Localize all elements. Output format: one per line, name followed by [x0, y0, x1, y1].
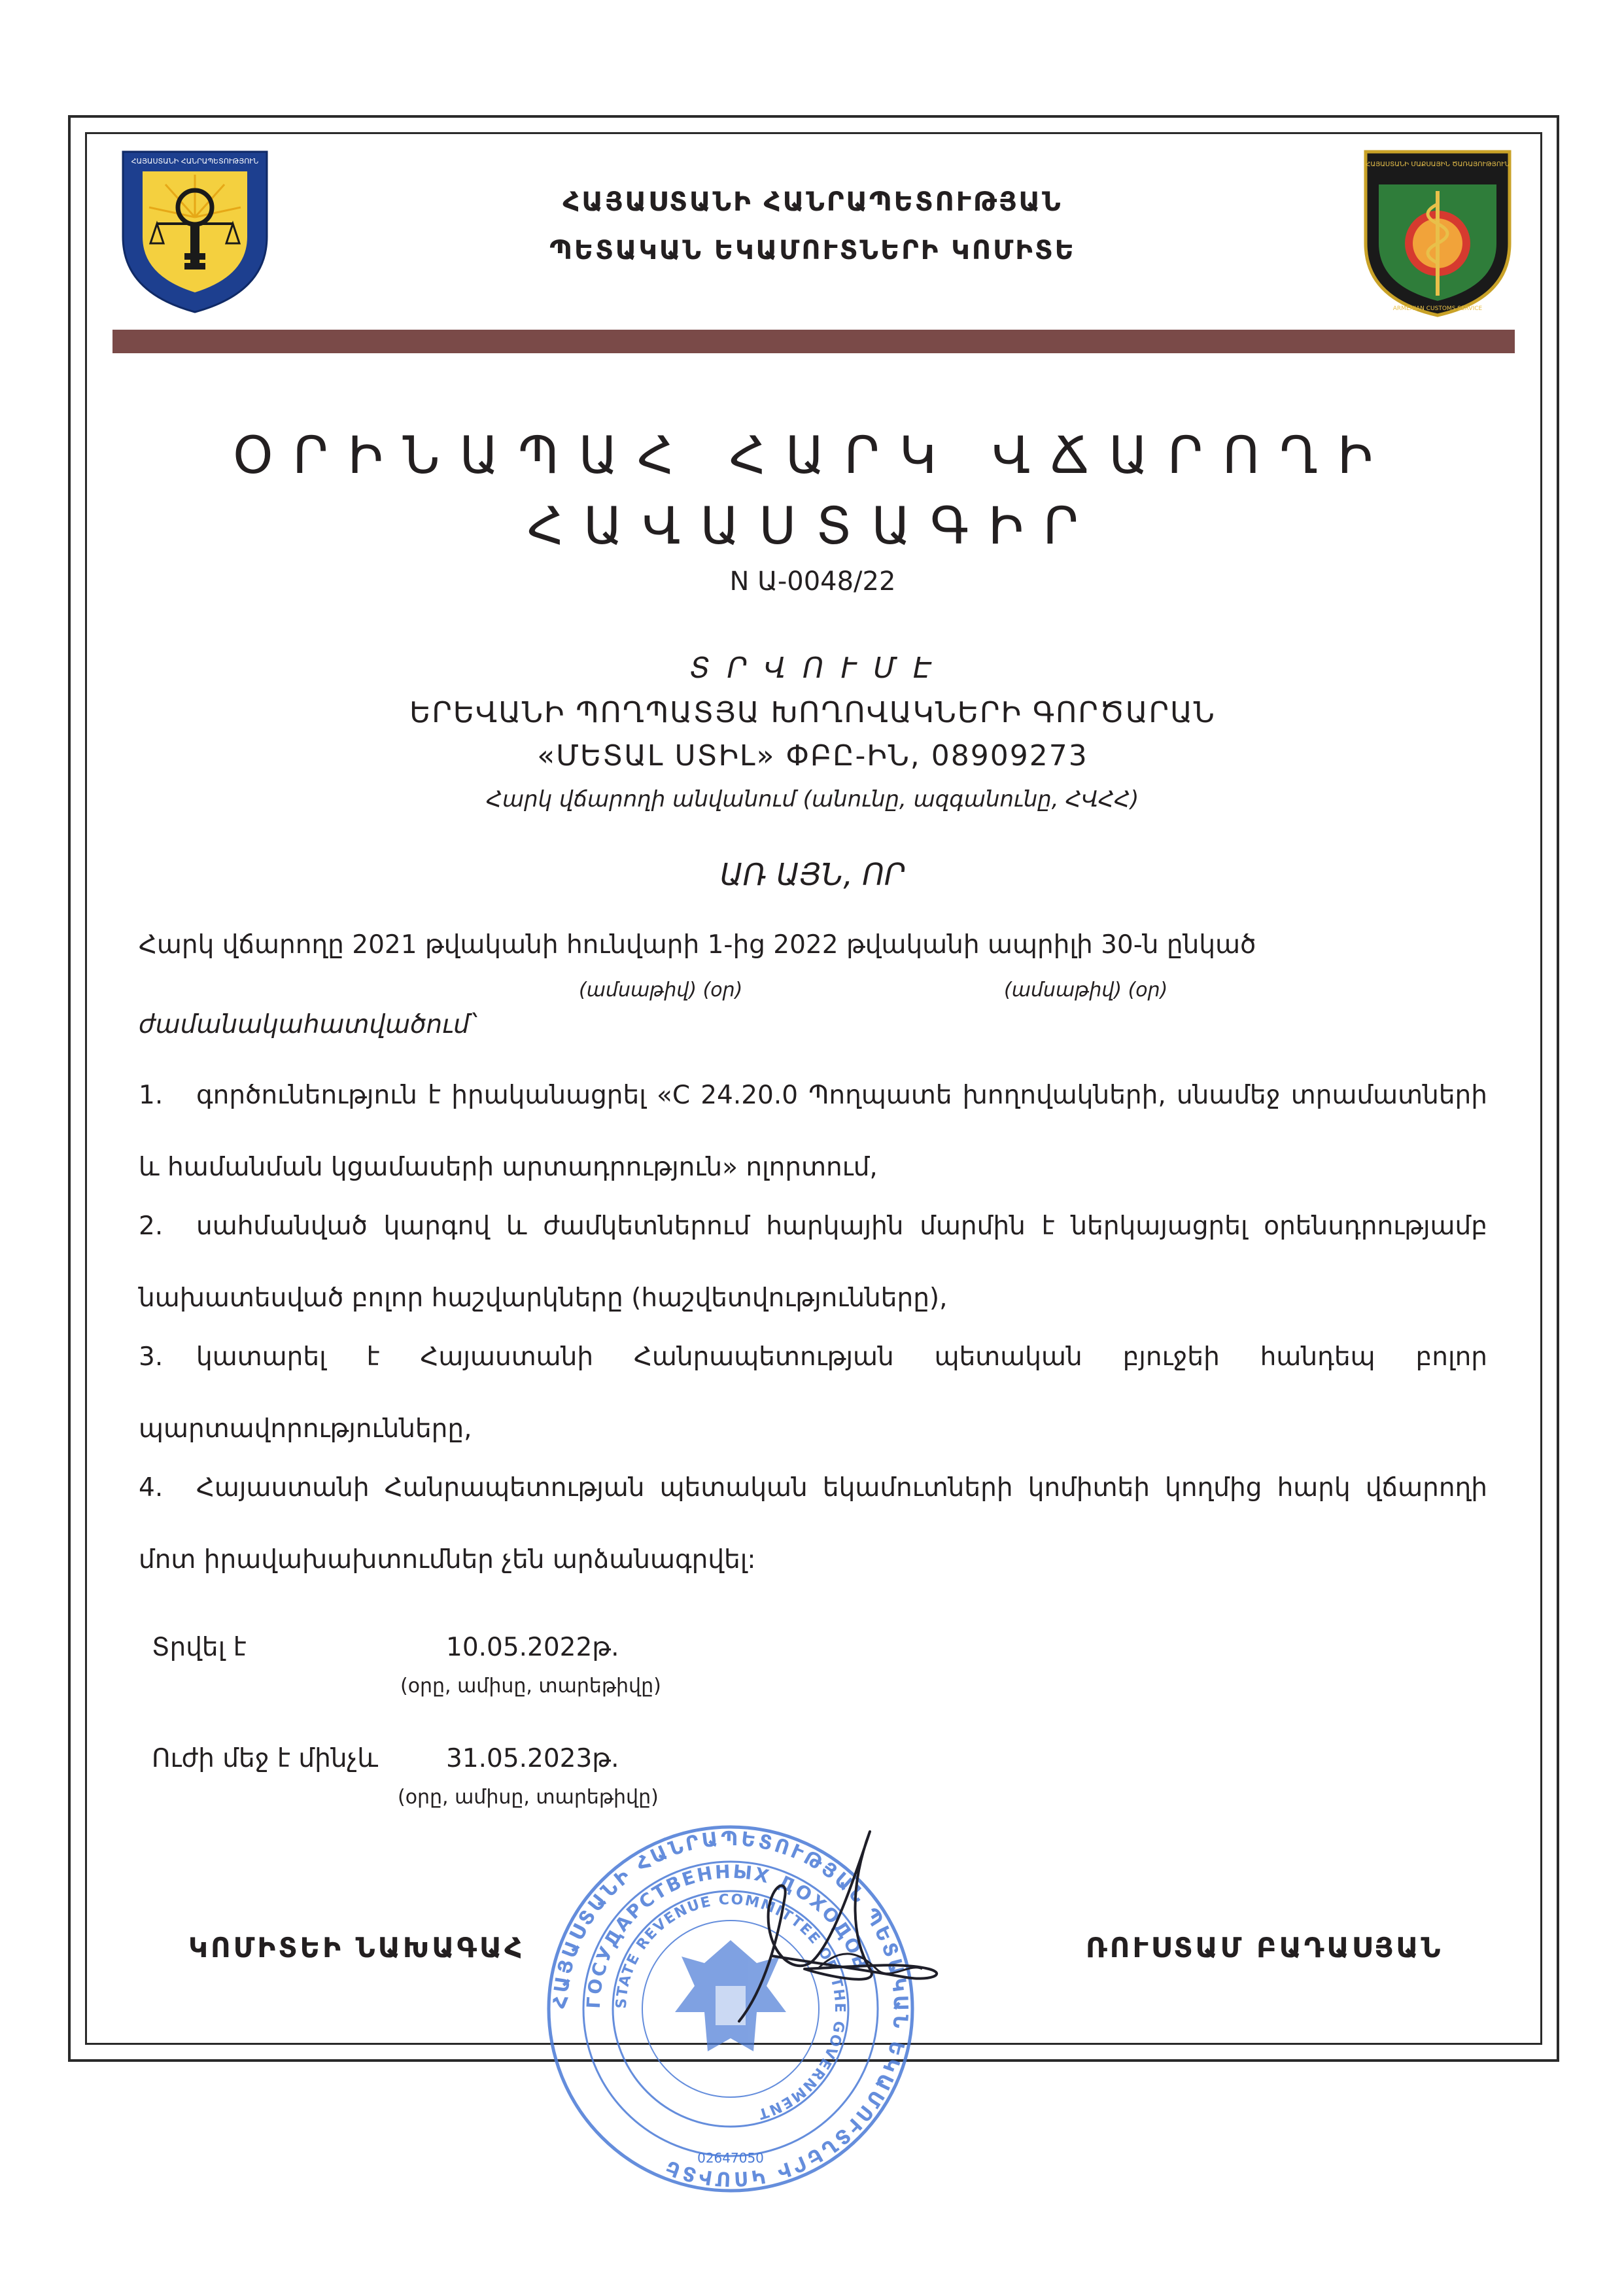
valid-until-value: 31.05.2023թ.	[446, 1744, 619, 1773]
header-divider	[112, 330, 1515, 353]
certificate-title-line-2: ՀԱՎԱՍՏԱԳԻՐ	[527, 497, 1098, 556]
issued-date-value: 10.05.2022թ.	[446, 1633, 619, 1662]
valid-until-caption: (օրը, ամիսը, տարեթիվը)	[398, 1786, 659, 1809]
list-item-text: գործունեություն է իրականացրել «C 24.20.0 Պողպատե խողովակների, սնամեջ տրամատների և համանման կցամասերի արտադրություն» ոլորտում,	[139, 1081, 1487, 1182]
recipient-name-line-1: ԵՐԵՎԱՆԻ ՊՈՂՊԱՏՅԱ ԽՈՂՈՎԱԿՆԵՐԻ ԳՈՐԾԱՐԱՆ	[409, 696, 1216, 729]
customs-logo-text-top: ՀԱՅԱՍՏԱՆԻ ՄԱՔՍԱՅԻՆ ԾԱՌԱՅՈՒԹՅՈՒՆ	[1366, 161, 1510, 168]
issued-date-label: Տրվել է	[152, 1633, 247, 1662]
list-item	[139, 1191, 1487, 1334]
issued-to-label: Տ Ր Վ Ո Ւ Մ Է	[689, 652, 936, 685]
issued-date-caption: (օրը, ամիսը, տարեթիվը)	[400, 1675, 661, 1697]
recipient-name-line-2: «ՄԵՏԱԼ ՍՏԻԼ» ՓԲԸ-ԻՆ, 08909273	[537, 739, 1088, 773]
list-item-number: 3.	[139, 1342, 164, 1372]
header-line-1: ՀԱՅԱՍՏԱՆԻ ՀԱՆՐԱՊԵՏՈՒԹՅԱՆ	[562, 187, 1063, 217]
list-item-text: Հայաստանի Հանրապետության պետական եկամուտների կոմիտեի կողմից հարկ վճարողի մոտ իրավախախտումներ չեն արձանագրվել:	[139, 1473, 1487, 1574]
list-item	[139, 1452, 1487, 1596]
src-emblem-logo	[116, 145, 273, 315]
customs-logo-text-bottom: ARMENIAN CUSTOMS SERVICE	[1392, 305, 1483, 312]
header-line-2: ՊԵՏԱԿԱՆ ԵԿԱՄՈՒՏՆԵՐԻ ԿՈՄԻՏԵ	[549, 235, 1076, 266]
period-continuation: ժամանակահատվածում՝	[139, 1010, 476, 1039]
signatory-name: ՌՈՒՍՏԱՄ ԲԱԴԱՍՅԱՆ	[1086, 1932, 1443, 1964]
signatory-position: ԿՈՄԻՏԵԻ ՆԱԽԱԳԱՀ	[188, 1932, 525, 1964]
period-caption-start: (ամսաթիվ) (օր)	[579, 979, 743, 1001]
list-item-number: 2.	[139, 1211, 164, 1241]
src-logo-text: ՀԱՅԱՍՏԱՆԻ ՀԱՆՐԱՊԵՏՈՒԹՅՈՒՆ	[131, 157, 259, 165]
list-item-text: սահմանված կարգով և ժամկետներում հարկային մարմին է ներկայացրել օրենսդրությամբ նախատեսված բոլոր հաշվարկները (հաշվետվությունները),	[139, 1211, 1487, 1313]
certificate-number: N Ա-0048/22	[729, 566, 896, 597]
list-item-number: 4.	[139, 1473, 164, 1503]
list-item	[139, 1060, 1487, 1204]
list-item-number: 1.	[139, 1081, 164, 1110]
recipient-caption: Հարկ վճարողի անվանում (անունը, ազգանունը, ՀՎՀՀ)	[486, 786, 1139, 812]
stamp-ring-text-ru: ГОСУДАРСТВЕННЫХ ДОХОДОВ	[582, 1860, 872, 2009]
valid-until-label: Ուժի մեջ է մինչև	[152, 1744, 378, 1773]
that-label: ԱՌ ԱՅՆ, ՈՐ	[719, 857, 906, 892]
stamp-outer-text: ՀԱՅԱՍՏԱՆԻ ՀԱՆՐԱՊԵՏՈՒԹՅԱՆ ՊԵՏԱԿԱՆ ԵԿԱՄՈՒՏՆԵՐԻ ԿՈՄԻՏԵ	[549, 1827, 912, 2191]
period-caption-end: (ամսաթիվ) (օր)	[1004, 979, 1168, 1001]
customs-service-logo	[1359, 145, 1516, 319]
list-item-text: կատարել է Հայաստանի Հանրապետության պետական բյուջեի հանդեպ բոլոր պարտավորությունները,	[139, 1342, 1487, 1444]
period-text: Հարկ վճարողը 2021 թվականի հունվարի 1-ից 2022 թվականի ապրիլի 30-ն ընկած	[139, 930, 1256, 960]
stamp-code: 02647050	[697, 2150, 764, 2166]
certificate-title-line-1: ՕՐԻՆԱՊԱՀ ՀԱՐԿ ՎՃԱՐՈՂԻ	[233, 426, 1392, 485]
stamp-ring-text-en: STATE REVENUE COMMITTEE OF THE GOVERNMENT	[613, 1891, 848, 2123]
handwritten-signature	[654, 1805, 994, 2041]
list-item	[139, 1321, 1487, 1465]
